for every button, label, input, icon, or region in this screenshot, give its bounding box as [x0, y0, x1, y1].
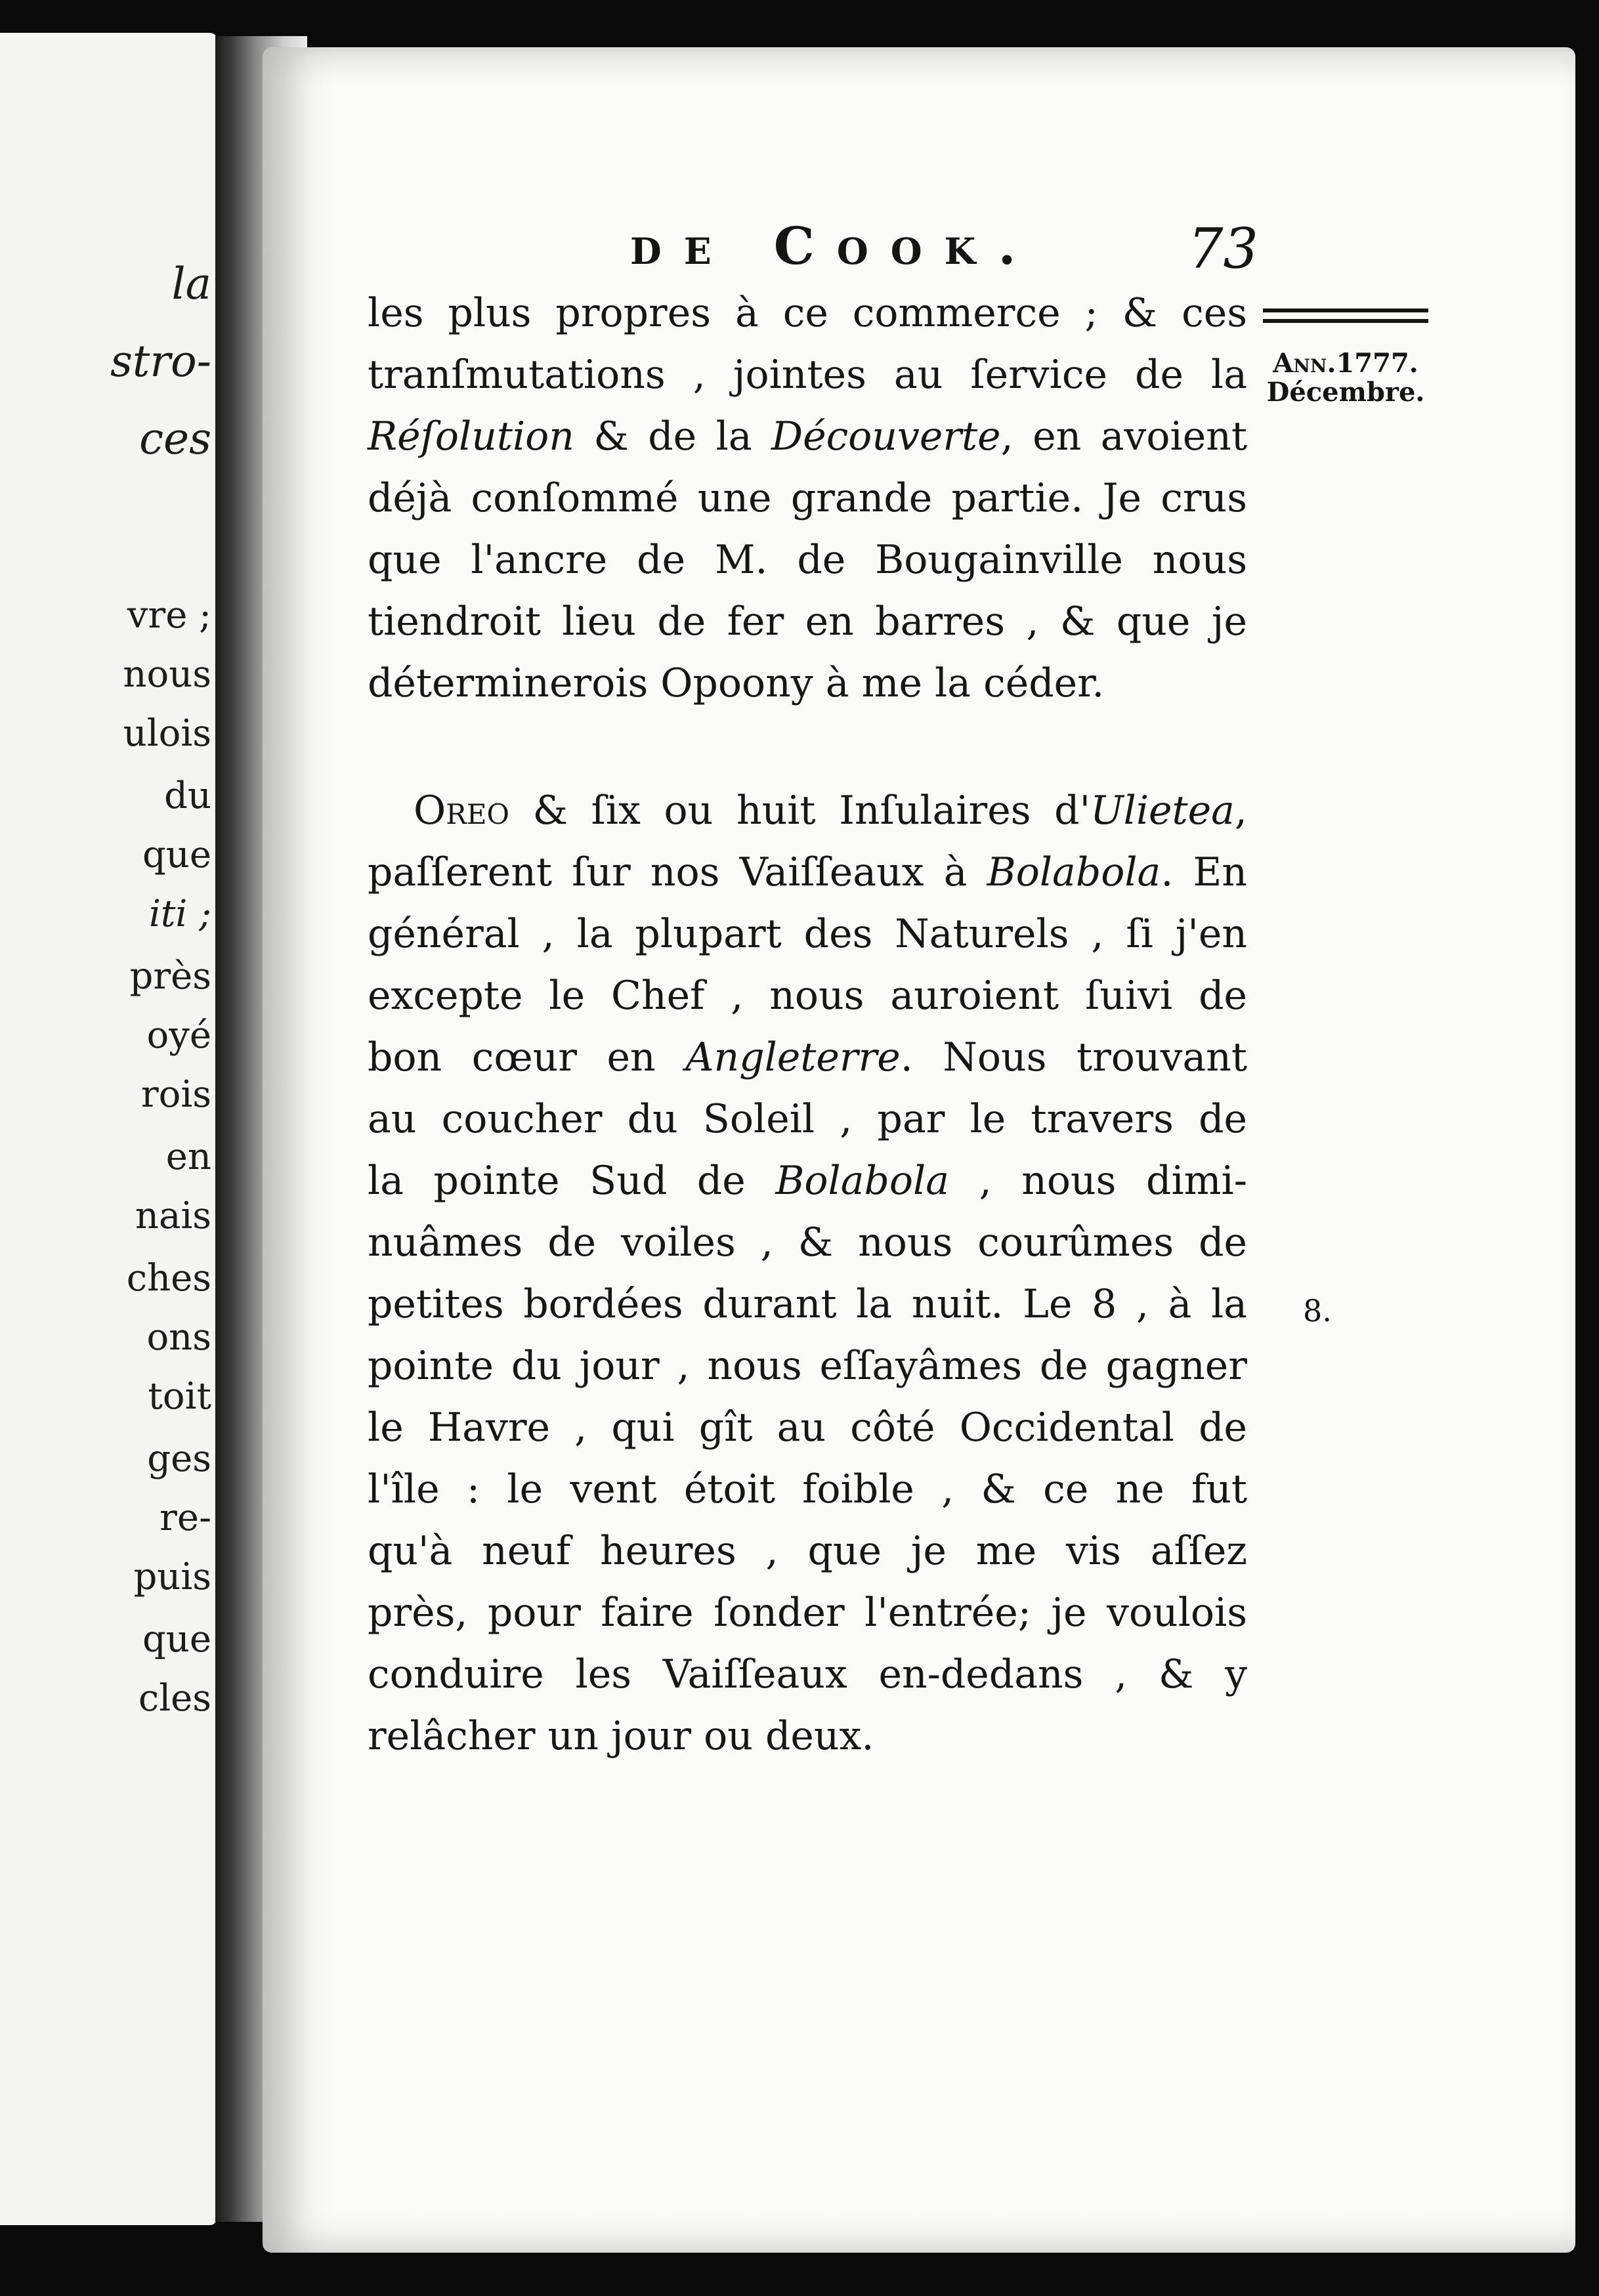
left-page-fragment: puis: [133, 1556, 211, 1598]
left-page-fragment: nais: [135, 1195, 211, 1237]
text-line: petites bordées durant la nuit. Le 8 , à la: [368, 1281, 1247, 1327]
place-angleterre: Angleterre: [685, 1034, 901, 1080]
left-page-fragment: ulois: [123, 712, 211, 755]
text-line: tranſmutations , jointes au ſervice de la: [368, 352, 1247, 398]
text-span: . Nous trouvant: [900, 1034, 1247, 1080]
left-page-fragment: iti ;: [149, 893, 211, 935]
text-line: déterminerois Opoony à me la céder.: [368, 660, 1105, 706]
left-facing-page: [0, 33, 217, 2225]
text-line: déjà conſommé une grande partie. Je crus: [368, 475, 1247, 521]
ship-name-resolution: Réſolution: [368, 414, 574, 459]
left-page-fragment: ges: [147, 1437, 211, 1480]
text-line: [368, 780, 1247, 841]
text-line: relâcher un jour ou deux.: [368, 1713, 874, 1759]
text-line: excepte le Chef , nous auroient ſuivi de: [368, 973, 1247, 1019]
text-span: & de la: [574, 414, 771, 459]
left-page-fragment: ches: [126, 1257, 211, 1300]
text-line: pointe du jour , nous eſſayâmes de gagner: [368, 1343, 1247, 1389]
left-page-fragment: rois: [140, 1073, 211, 1116]
left-page-fragment: re-: [160, 1497, 211, 1539]
text-span: , en avoient: [1000, 414, 1247, 459]
margin-rule: [1263, 308, 1428, 323]
paragraph-1: [368, 282, 1247, 714]
text-line: qu'à neuf heures , que je me vis aſſez: [368, 1528, 1247, 1574]
left-page-fragment: toit: [148, 1375, 211, 1418]
text-line: près, pour faire ſonder l'entrée; je voulois: [368, 1590, 1247, 1636]
text-span: bon cœur en: [368, 1034, 686, 1080]
text-span: . En: [1161, 849, 1247, 895]
left-page-fragment: que: [142, 834, 211, 876]
left-page-fragment: ces: [139, 414, 211, 464]
text-span: , nous dimi-: [949, 1158, 1247, 1204]
left-page-fragment: près: [129, 955, 211, 998]
left-page-fragment: du: [164, 775, 211, 817]
left-page-fragment: cles: [138, 1677, 211, 1720]
text-line: le Havre , qui gît au côté Occidental de: [368, 1405, 1247, 1451]
ship-name-decouverte: Découverte: [771, 414, 1001, 459]
place-ulietea: Ulietea: [1090, 788, 1235, 834]
left-page-fragment: que: [142, 1618, 211, 1661]
page-number: 73: [1188, 217, 1258, 281]
left-page-fragment: nous: [123, 653, 211, 696]
left-page-fragment: oyé: [146, 1014, 211, 1057]
left-page-fragment: vre ;: [127, 594, 211, 637]
name-oreo: Oreo: [414, 788, 509, 834]
left-page-fragment: en: [165, 1136, 211, 1178]
left-page-fragment: ons: [146, 1316, 211, 1359]
text-line: général , la plupart des Naturels , ſi j'en: [368, 911, 1247, 957]
place-bolabola: Bolabola: [987, 849, 1161, 895]
paragraph-2: [368, 780, 1247, 1767]
paragraph-gap: [368, 714, 1247, 780]
text-line: [368, 1027, 1247, 1088]
text-line: les plus propres à ce commerce ; & ces: [368, 290, 1247, 336]
text-line: conduire les Vaiſſeaux en-dedans , & y: [368, 1651, 1247, 1697]
margin-note-year: [1260, 295, 1431, 407]
text-span: & ſix ou huit Inſulaires d': [509, 788, 1091, 834]
text-line: [368, 841, 1247, 903]
text-span: la pointe Sud de: [368, 1158, 776, 1204]
text-line: [368, 1150, 1247, 1212]
text-span: ,: [1234, 788, 1247, 834]
text-span: paſſerent ſur nos Vaiſſeaux à: [368, 849, 987, 895]
margin-year: Ann.1777.: [1273, 348, 1418, 379]
text-line: au coucher du Soleil , par le travers de: [368, 1096, 1247, 1142]
left-page-fragment: stro-: [110, 336, 211, 387]
text-line: l'île : le vent étoit foible , & ce ne fut: [368, 1466, 1247, 1512]
left-page-fragment: la: [171, 259, 211, 309]
text-line: [368, 406, 1247, 467]
running-title: de Cook.: [630, 217, 1038, 276]
margin-date: 8.: [1303, 1293, 1332, 1329]
place-bolabola: Bolabola: [775, 1158, 950, 1204]
body-text: [368, 282, 1247, 1767]
margin-month: Décembre.: [1266, 377, 1425, 408]
text-line: tiendroit lieu de fer en barres , & que je: [368, 599, 1247, 645]
text-line: que l'ancre de M. de Bougainville nous: [368, 537, 1247, 583]
running-head: [368, 217, 1287, 282]
text-line: nuâmes de voiles , & nous courûmes de: [368, 1220, 1247, 1265]
